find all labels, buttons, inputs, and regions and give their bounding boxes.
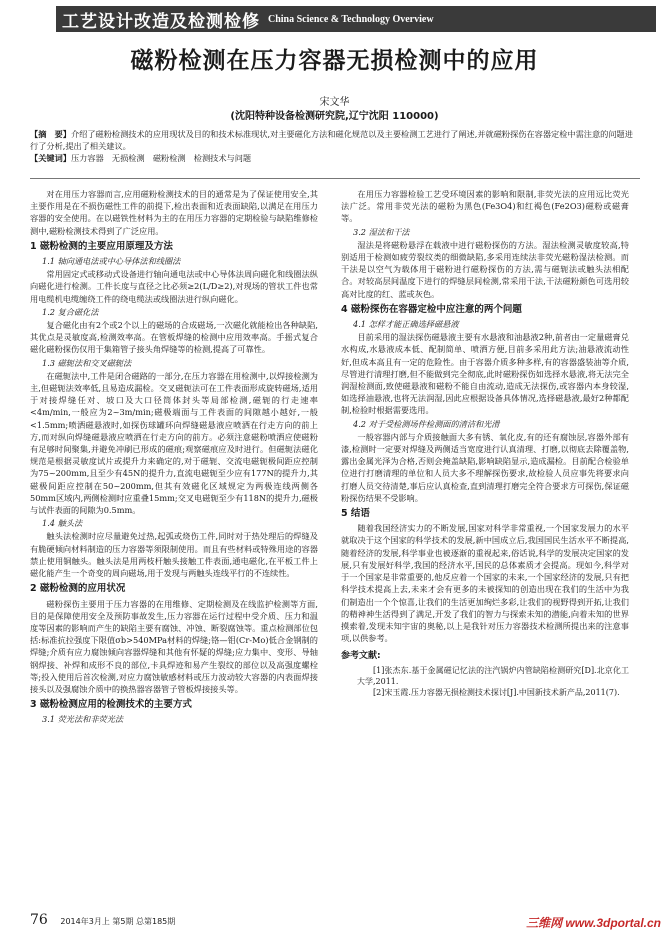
section-2-heading: 2 磁粉检测的应用状况 [30,583,126,595]
author-affiliation: (沈阳特种设备检测研究院,辽宁沈阳 110000) [230,111,439,122]
keywords-label: 【关键词】 [30,153,71,163]
section-1-heading: 1 磁粉检测的主要应用原理及方法 [30,240,173,252]
section-4-1-heading: 4.1 怎样才能正确选择磁悬液 [353,319,459,330]
section-4-1-text: 目前采用的湿法探伤磁悬液主要有水悬液和油悬液2种,前者由一定量磁膏兑水构成,水悬液成本低、配制简单、喷洒方便,目前多采用此方法;油悬液流动性好,但成本高且有一定的危险性。由于容器介质多种多样,有的容器盛装油等介质,尽管进行清理打磨,但不能做到完全彻底,此时磁粉探伤如选择水悬液,将无法完全润湿检测面,致使磁悬液和磁粉不能自由流动,造成无法探伤,或容器内本身较湿,如选择油悬液,也将无法润湿,因此应根据设备具体情况,选择磁悬液,最好2种都配制,检验时根据需要选用。 [341,332,629,416]
section-3-1-heading: 3.1 荧光法和非荧光法 [42,714,124,725]
section-1-3-heading: 1.3 磁轭法和交叉磁轭法 [42,357,132,368]
reference-item: [1]张杰东.基于金属磁记忆法的注汽锅炉内管缺陷检测研究[D].北京化工大学,2011. [357,665,629,686]
site-watermark: 三维网 www.3dportal.cn [526,916,661,930]
abstract-divider [30,178,640,179]
section-1-2-heading: 1.2 复合磁化法 [42,306,99,317]
right-column [341,188,629,698]
section-3-heading: 3 磁粉检测应用的检测技术的主要方式 [30,699,192,711]
references-heading: 参考文献: [341,651,381,662]
abstract-text: 介绍了磁粉检测技术的应用现状及目的和技术标准现状,对主要磁化方法和磁化规范以及主要检测工艺进行了阐述,并就磁粉探伤在容器定检中需注意的问题进行了分析,提出了相关建议。 [30,129,633,151]
section-3-1-text: 在用压力容器检验工艺受环境因素的影响和限制,非荧光法的应用远比荧光法广泛。常用非荧光法的磁粉为黑色(Fe3O4)和红褐色(Fe2O3)磁粉或磁膏等。 [341,189,629,224]
section-1-4-heading: 1.4 触头法 [42,518,83,529]
column-title-cn: 工艺设计改造及检测检修 [62,11,260,32]
abstract [30,128,640,152]
section-5-heading: 5 结语 [341,508,370,520]
page-number: 76 [30,912,48,928]
keywords [30,152,640,164]
abstract-block [30,128,640,164]
reference-item: [2]宋玉霞.压力容器无损检测技术探讨[J].中国新技术新产品,2011(7). [373,687,620,697]
section-1-2-text: 复合磁化由有2个或2个以上的磁场的合成磁场,一次磁化就能检出各种缺陷,其优点是灵敏度高,检测效率高。在管板焊缝的检测中应用效率高。手摇式复合磁化磁粉探伤仅用于集箱管子接头角焊缝等的检测,提高了可靠性。 [30,320,318,355]
section-1-1-text: 常用固定式或移动式设备进行轴向通电法或中心导体法周向磁化和线圈法纵向磁化进行检测。工件长度与直径之比必须≥2(L/D≥2),对现场的管状工件也常用电缆机电缆缠绕工件的绕电缆法或线圈法进行纵向磁化。 [30,269,318,304]
section-3-2-text: 湿法是将磁粉悬浮在载液中进行磁粉探伤的方法。湿法检测灵敏度较高,特别适用于检测如疲劳裂纹类的细微缺陷,多采用连续法非荧光磁粉湿法检测。而干法是以空气为载体用于磁粉进行磁粉探伤的方法,需与磁轭法或触头法相配合。对较高层间温度下进行的焊缝层间检测,常采用干法,干法磁粉颜色可选用较高对比度的红、蓝或灰色。 [341,239,629,299]
left-column [30,188,318,727]
issue-info: 2014年3月上 第5期 总第185期 [60,917,176,926]
section-4-2-heading: 4.2 对于受检测场件检测面的清洁和光滑 [353,418,500,429]
conclusion-text: 随着我国经济实力的不断发展,国家对科学非常重视,一个国家发展力的水平就取决于这个国家的科学技术的发展,新中国成立后,我国国民生活水平不断提高,随着经济的发展,科学事业也被逐渐的重视起来,俗话说,科学的发展决定国家的发展,只有发展好科学,我国的经济水平,国民的总体素质才会提高。现如今,科学对于一个国家是非常重要的,他反应着一个国家的未来,一个国家经济的发展,只有把科学技术提高上去,未来才会有更多的未被探知的创造出现在我们的生活中为我们制造出一个个惊喜,让我们的生活更加绚烂多彩,让我们的视野得到开拓,让我们的精神神生活得到了满足,开发了我们的智力与探索未知的潜能,向着未知的世界摸索着,发现未知宇宙的奥秘,以上是我针对压力容器技术检测所提出来的注意事项,以供参考。 [341,523,629,644]
section-4-heading: 4 磁粉探伤在容器定检中应注意的两个问题 [341,303,522,315]
keywords-text: 压力容器 无损检测 磁粉检测 检测技术与问题 [70,153,252,163]
intro-paragraph: 对在用压力容器而言,应用磁粉检测技术的目的通常是为了保证使用安全,其主要作用是在不损伤磁性工件的前提下,检出表面和近表面缺陷,以满足在用压力容器的安全使用。在以磁铁性材料为主的在用压力容器的定期检验与缺陷维修检测中,磁粉检测技术得到了广泛应用。 [30,189,318,236]
section-1-3-text: 在磁轭法中,工件是闭合磁路的一部分,在压力容器在用检测中,以焊接检测为主,但磁轭法效率低,且易造成漏检。交叉磁轭法可在工件表面形成旋转磁场,适用于对接焊缝任对、坡口及大口径筒体封头等局部检测,磁轭的行走速率<4m/min,一般应为2~3m/min;磁极端面与工件表面的间隙越小越好,一般<1.5mm;喷洒磁悬液时,如探伤球罐环向焊缝磁悬液应喷洒在行走方向的前上方,而对纵向焊缝磁悬液应喷洒在行走方向的前方。必须注意磁粉喷洒应使磁粉有足够时间聚集,并避免冲刷已形成的磁痕;观察磁痕应及时进行。但磁轭法磁化规范是根据灵敏度试片或提升力来确定的,对于磁轭、交流电磁轭极间距应控制为75~200mm,且至少有45N的提升力,直流电磁轭至少应有177N的提升力,其磁极间距应控制在50~200mm,但其有效磁化区域规定为两极连线两侧各50mm区域内,两侧检测时应重叠15mm;交叉电磁轭至少有118N的提升力,磁极与试件表面的间隙为0.5mm。 [30,370,318,516]
abstract-label: 【摘 要】 [30,129,71,139]
journal-name-en: China Science & Technology Overview [268,13,434,25]
section-3-2-heading: 3.2 湿法和干法 [353,226,410,237]
section-4-2-text: 一般容器内部与介质接触面大多有锈、氧化皮,有的还有腐蚀层,容器外部有漆,检测时一定要对焊缝及两侧适当宽度进行认真清理、打磨,以彻底去除覆盖物,露出金属光泽为合格,否则会掩盖缺陷,影响缺陷显示,造成漏检。目前配合检验单位进行打磨清理的单位和人员大多不理解探伤要求,故检验人员应事先将要求向打磨人员交待清楚,事后应认真检查,直到清理打磨完全符合要求方可探伤,保证磁粉探伤结果不受影响。 [341,431,629,503]
article-title: 磁粉检测在压力容器无损检测中的应用 [130,47,539,74]
section-2-text: 磁粉探伤主要用于压力容器的在用维修、定期检测及在线监护检测等方面,目的是保障使用安全及预防事故发生,压力容器在运行过程中受介质、压力和温度等因素的影响而产生的缺陷主要有腐蚀、冲蚀、断裂腐蚀等。重点检测部位包括:标准抗拉强度下限值σb>540MPa材料的焊缝;铬—钼(Cr-Mo)低合金钢制的焊缝;介质有应力腐蚀倾向容器焊缝和其他有怀疑的焊缝;应力集中、变形、导轴钢焊接、补焊和成形不良的部位,卡具焊迹和易产生裂纹的部位以及高强度螺栓等;投入使用后首次检测,对应力腐蚀敏感材料或压力波动较大容器的内表面焊接接头以及强腐蚀介质中的换热器容器管子管板焊接接头等。 [30,598,318,694]
author-name: 宋文华 [319,97,350,108]
section-1-1-heading: 1.1 轴向通电法或中心导体法和线圈法 [42,256,181,267]
section-1-4-text: 触头法检测时应尽量避免过热,起弧或烧伤工件,同时对于热处理后的焊缝及有脆硬倾向材料制造的压力容器等须限制使用。而且有些材料或特殊用途的容器禁止使用铜触头。触头法是用两枝杆触头接触工件表面,通电磁化,在平板工件上磁化能产生一个奇变的周向磁场,用于发现与两触头连线平行的不连续性。 [30,531,318,579]
journal-header-band [56,6,656,32]
